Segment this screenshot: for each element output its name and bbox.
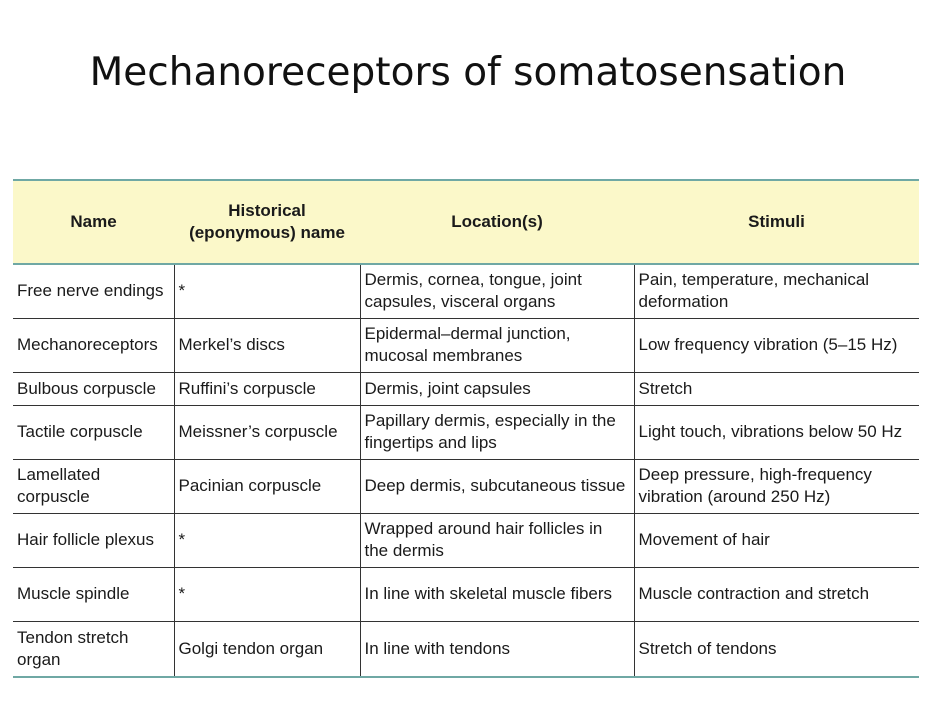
cell-name: Lamellated corpuscle bbox=[13, 459, 174, 513]
table-row bbox=[13, 567, 919, 621]
cell-name: Free nerve endings bbox=[13, 264, 174, 318]
cell-location: Papillary dermis, especially in the fingertips and lips bbox=[360, 405, 634, 459]
slide-title: Mechanoreceptors of somatosensation bbox=[89, 50, 847, 95]
cell-name: Muscle spindle bbox=[13, 567, 174, 621]
cell-stimuli: Muscle contraction and stretch bbox=[634, 567, 919, 621]
cell-stimuli: Pain, temperature, mechanical deformation bbox=[634, 264, 919, 318]
cell-historical-name: Pacinian corpuscle bbox=[174, 459, 360, 513]
header-row bbox=[13, 180, 919, 264]
cell-name: Mechanoreceptors bbox=[13, 318, 174, 372]
cell-location: In line with skeletal muscle fibers bbox=[360, 567, 634, 621]
cell-name: Tactile corpuscle bbox=[13, 405, 174, 459]
mechanoreceptor-table bbox=[13, 179, 919, 678]
cell-stimuli: Stretch of tendons bbox=[634, 621, 919, 677]
cell-name: Tendon stretch organ bbox=[13, 621, 174, 677]
cell-historical-name: * bbox=[174, 513, 360, 567]
cell-location: In line with tendons bbox=[360, 621, 634, 677]
table-row bbox=[13, 405, 919, 459]
table-row bbox=[13, 372, 919, 405]
cell-stimuli: Stretch bbox=[634, 372, 919, 405]
cell-location: Dermis, joint capsules bbox=[360, 372, 634, 405]
mechanoreceptor-table-container bbox=[13, 179, 919, 678]
header-locations: Location(s) bbox=[360, 180, 634, 264]
cell-stimuli: Light touch, vibrations below 50 Hz bbox=[634, 405, 919, 459]
cell-stimuli: Movement of hair bbox=[634, 513, 919, 567]
cell-historical-name: * bbox=[174, 567, 360, 621]
cell-location: Epidermal–dermal junction, mucosal membranes bbox=[360, 318, 634, 372]
cell-historical-name: Merkel’s discs bbox=[174, 318, 360, 372]
cell-historical-name: Meissner’s corpuscle bbox=[174, 405, 360, 459]
table-row bbox=[13, 513, 919, 567]
table-row bbox=[13, 264, 919, 318]
cell-historical-name: * bbox=[174, 264, 360, 318]
table-row bbox=[13, 318, 919, 372]
header-stimuli: Stimuli bbox=[634, 180, 919, 264]
table-row bbox=[13, 621, 919, 677]
cell-historical-name: Ruffini’s corpuscle bbox=[174, 372, 360, 405]
header-name: Name bbox=[13, 180, 174, 264]
cell-location: Deep dermis, subcutaneous tissue bbox=[360, 459, 634, 513]
cell-historical-name: Golgi tendon organ bbox=[174, 621, 360, 677]
cell-stimuli: Low frequency vibration (5–15 Hz) bbox=[634, 318, 919, 372]
cell-name: Bulbous corpuscle bbox=[13, 372, 174, 405]
cell-location: Dermis, cornea, tongue, joint capsules, visceral organs bbox=[360, 264, 634, 318]
cell-stimuli: Deep pressure, high-frequency vibration (around 250 Hz) bbox=[634, 459, 919, 513]
table-row bbox=[13, 459, 919, 513]
header-historical-name: Historical (eponymous) name bbox=[174, 180, 360, 264]
cell-location: Wrapped around hair follicles in the dermis bbox=[360, 513, 634, 567]
cell-name: Hair follicle plexus bbox=[13, 513, 174, 567]
